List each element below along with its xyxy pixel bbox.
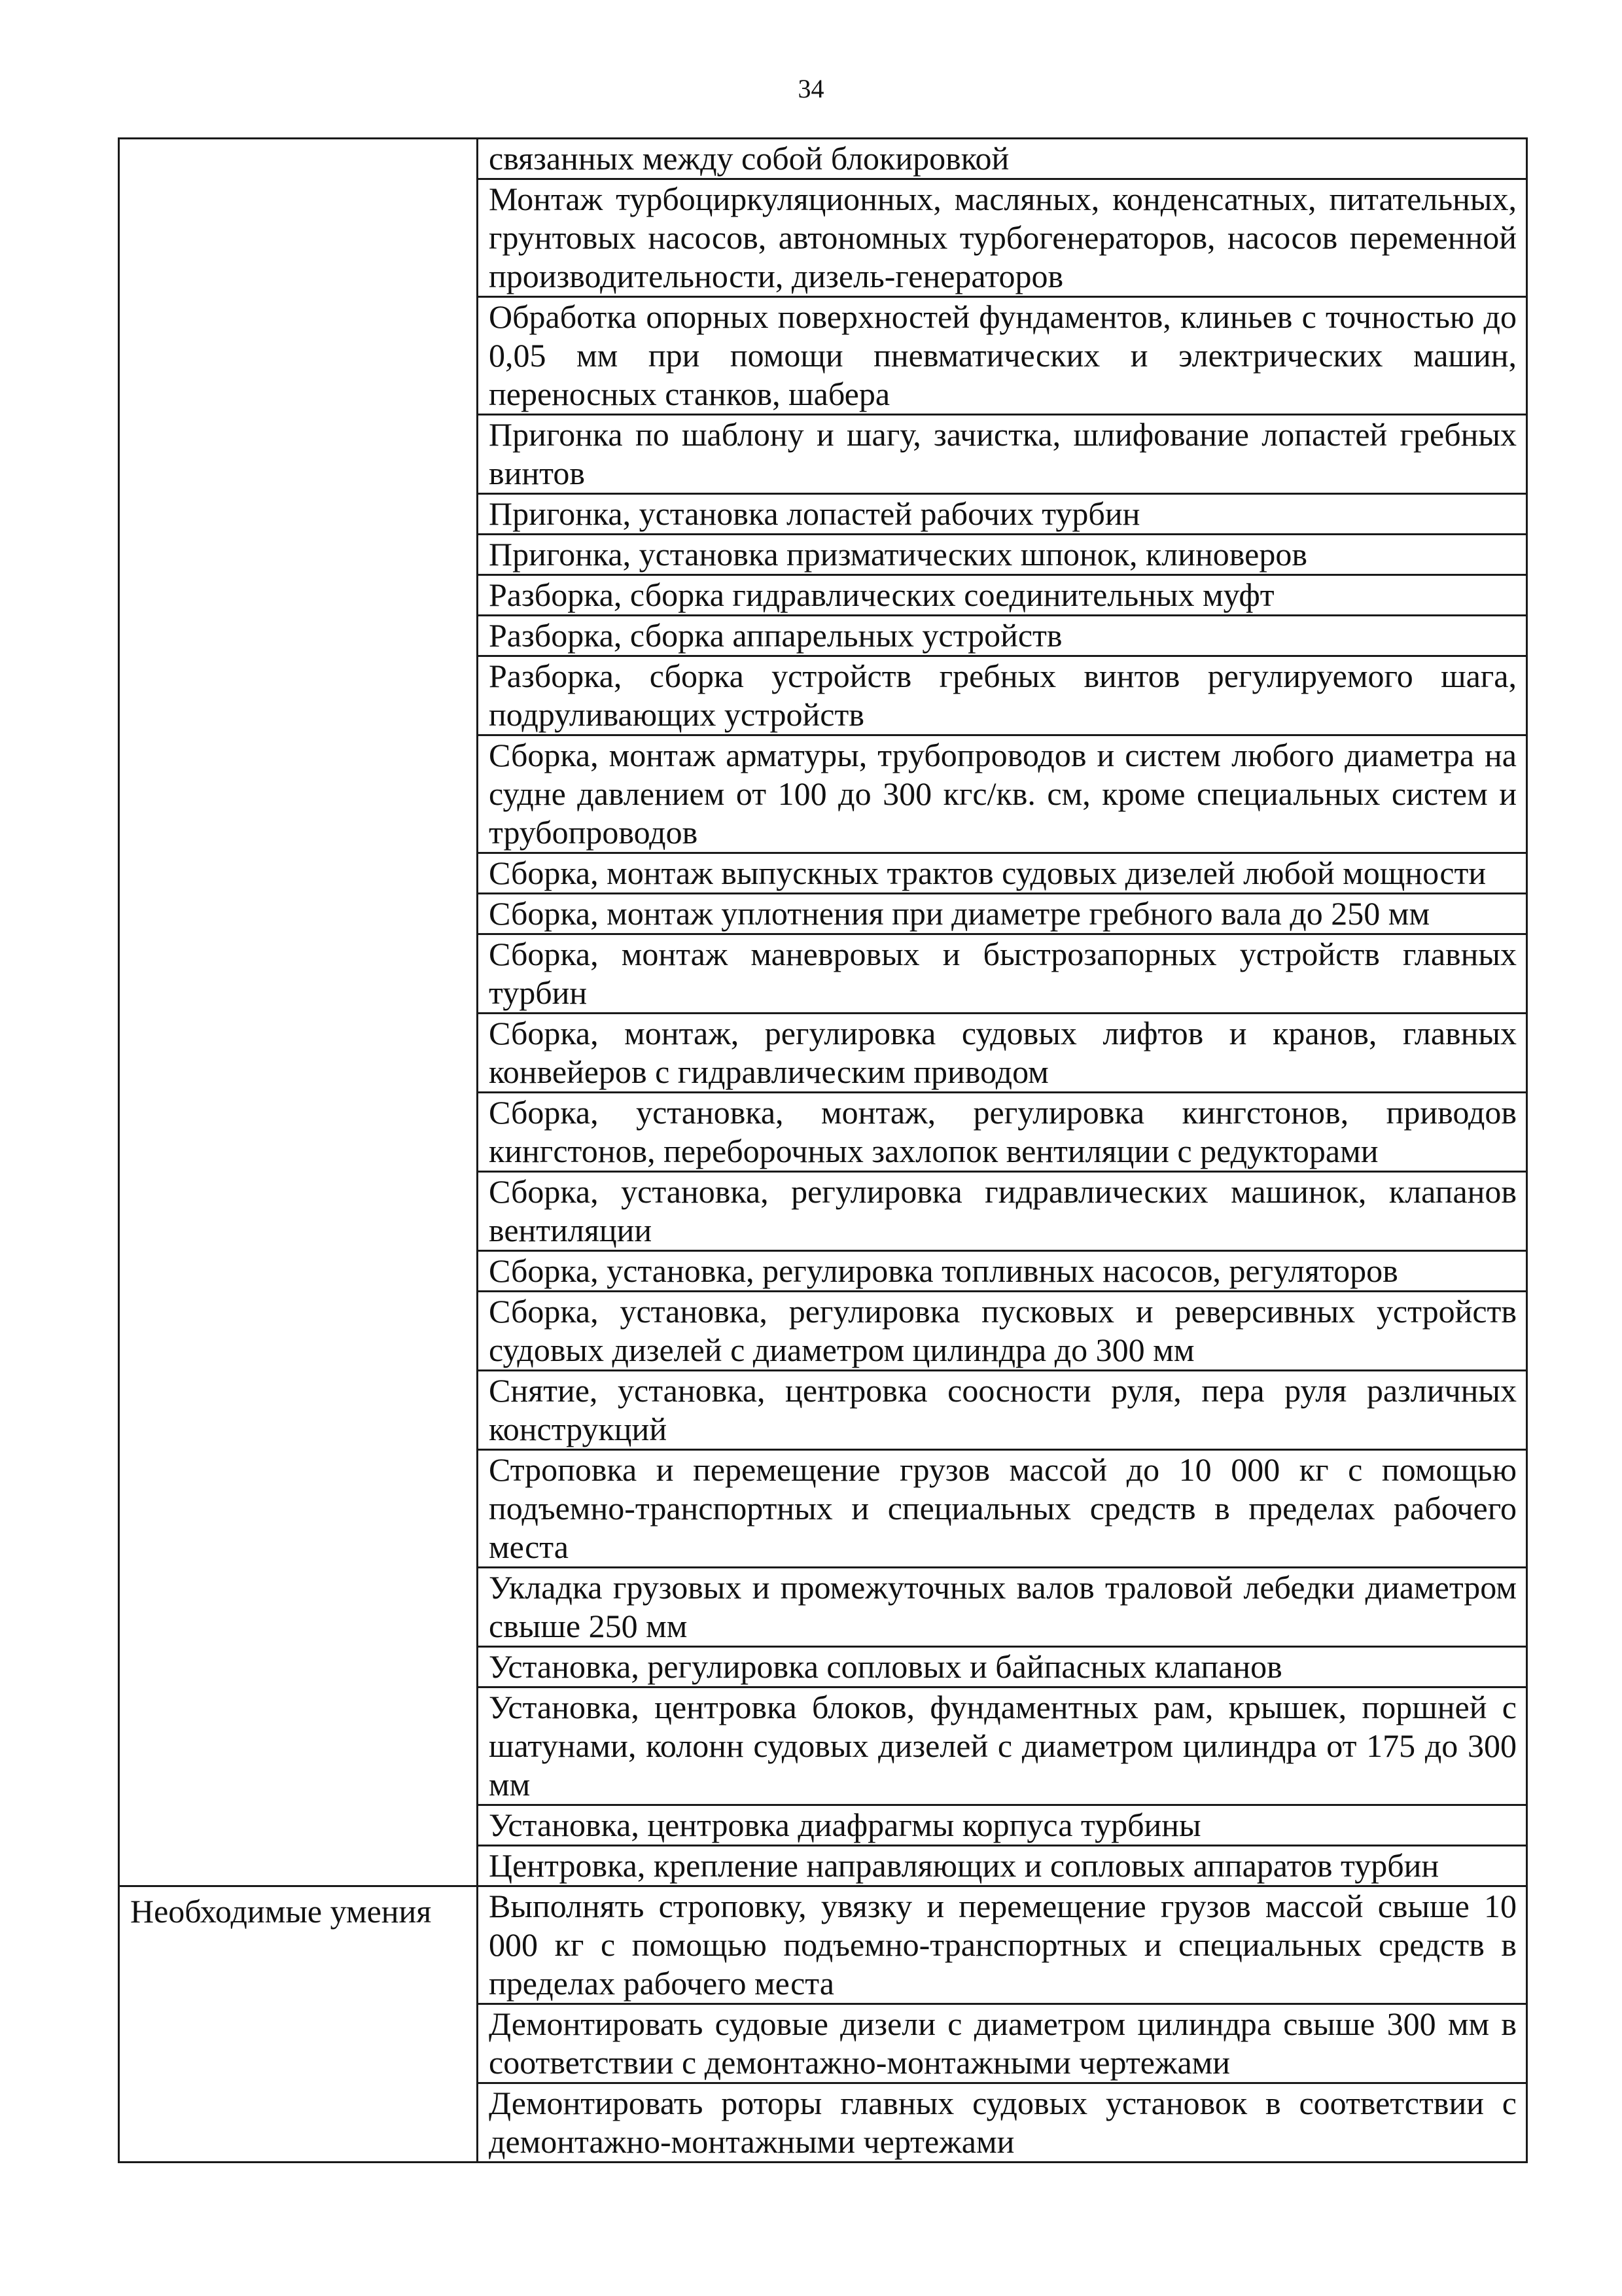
labor-actions-item: Пригонка, установка лопастей рабочих турбин: [478, 494, 1527, 535]
competency-table-body: [119, 139, 1527, 2163]
labor-actions-item: Сборка, монтаж арматуры, трубопроводов и систем любого диаметра на судне давлением от 100 до 300 кгс/кв. см, кроме специальных систем и трубопроводов: [478, 735, 1527, 853]
labor-actions-item: Сборка, установка, регулировка гидравлических машинок, клапанов вентиляции: [478, 1172, 1527, 1251]
labor-actions-item: Укладка грузовых и промежуточных валов траловой лебедки диаметром свыше 250 мм: [478, 1568, 1527, 1647]
labor-actions-label: [119, 139, 478, 1886]
labor-actions-item: связанных между собой блокировкой: [478, 139, 1527, 179]
labor-actions-item: Сборка, установка, монтаж, регулировка кингстонов, приводов кингстонов, переборочных захлопок вентиляции с редукторами: [478, 1093, 1527, 1172]
labor-actions-item: Установка, центровка диафрагмы корпуса турбины: [478, 1805, 1527, 1846]
labor-actions-item: Снятие, установка, центровка соосности руля, пера руля различных конструкций: [478, 1371, 1527, 1450]
labor-actions-item: Разборка, сборка гидравлических соединительных муфт: [478, 575, 1527, 616]
page-number: 34: [798, 74, 824, 103]
labor-actions-item: Установка, регулировка сопловых и байпасных клапанов: [478, 1647, 1527, 1687]
labor-actions-item: Пригонка, установка призматических шпонок, клиноверов: [478, 535, 1527, 575]
required-skills-item: Демонтировать судовые дизели с диаметром цилиндра свыше 300 мм в соответствии с демонтажно-монтажными чертежами: [478, 2004, 1527, 2083]
labor-actions-item: Сборка, монтаж маневровых и быстрозапорных устройств главных турбин: [478, 934, 1527, 1014]
labor-actions-item: Центровка, крепление направляющих и сопловых аппаратов турбин: [478, 1846, 1527, 1886]
labor-actions-item: Пригонка по шаблону и шагу, зачистка, шлифование лопастей гребных винтов: [478, 415, 1527, 494]
labor-actions-item: Строповка и перемещение грузов массой до 10 000 кг с помощью подъемно-транспортных и специальных средств в пределах рабочего места: [478, 1450, 1527, 1568]
labor-actions-item: Сборка, монтаж, регулировка судовых лифтов и кранов, главных конвейеров с гидравлическим приводом: [478, 1014, 1527, 1093]
labor-actions-item: Монтаж турбоциркуляционных, масляных, конденсатных, питательных, грунтовых насосов, автономных турбогенераторов, насосов переменной производительности, дизель-генераторов: [478, 179, 1527, 297]
required-skills-label: Необходимые умения: [119, 1886, 478, 2163]
labor-actions-item: Сборка, монтаж выпускных трактов судовых дизелей любой мощности: [478, 853, 1527, 894]
required-skills-row: [119, 1886, 1527, 2004]
labor-actions-item: Установка, центровка блоков, фундаментных рам, крышек, поршней с шатунами, колонн судовых дизелей с диаметром цилиндра от 175 до 300 мм: [478, 1687, 1527, 1805]
labor-actions-item: Разборка, сборка устройств гребных винтов регулируемого шага, подруливающих устройств: [478, 656, 1527, 735]
labor-actions-item: Сборка, монтаж уплотнения при диаметре гребного вала до 250 мм: [478, 894, 1527, 934]
labor-actions-item: Обработка опорных поверхностей фундаментов, клиньев с точностью до 0,05 мм при помощи пневматических и электрических машин, переносных станков, шабера: [478, 297, 1527, 415]
required-skills-item: Выполнять строповку, увязку и перемещение грузов массой свыше 10 000 кг с помощью подъемно-транспортных и специальных средств в пределах рабочего места: [478, 1886, 1527, 2004]
competency-table: [118, 137, 1528, 2163]
labor-actions-row: [119, 139, 1527, 179]
labor-actions-item: Сборка, установка, регулировка пусковых и реверсивных устройств судовых дизелей с диаметром цилиндра до 300 мм: [478, 1292, 1527, 1371]
required-skills-item: Демонтировать роторы главных судовых установок в соответствии с демонтажно-монтажными чертежами: [478, 2083, 1527, 2163]
labor-actions-item: Сборка, установка, регулировка топливных насосов, регуляторов: [478, 1251, 1527, 1292]
labor-actions-item: Разборка, сборка аппарельных устройств: [478, 616, 1527, 656]
